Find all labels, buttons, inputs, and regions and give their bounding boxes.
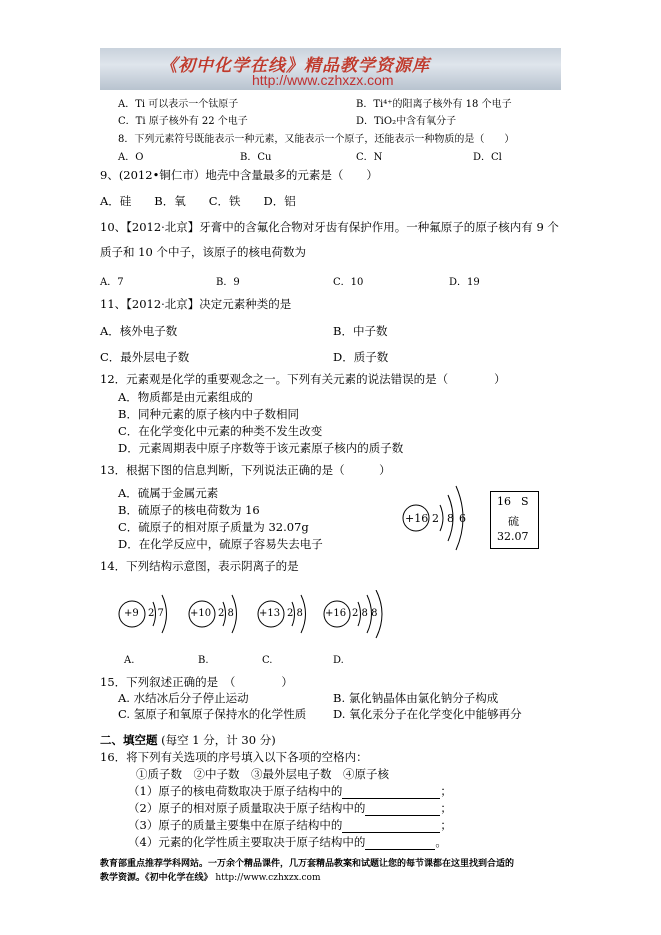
q10-option-d: D．19: [449, 277, 480, 288]
q13-stem: 13．根据下图的信息判断，下列说法正确的是（ ）: [100, 463, 391, 477]
q15-option-b: B. 氯化钠晶体由氯化钠分子构成: [333, 691, 499, 705]
q11-option-b: B．中子数: [333, 324, 388, 338]
element-mass: 32.07: [497, 530, 529, 543]
q16-item-4-end: 。: [435, 835, 447, 849]
banner-title: 《初中化学在线》精品教学资源库: [160, 56, 430, 76]
q12-option-d: D．元素周期表中原子序数等于该元素原子核内的质子数: [118, 441, 404, 455]
q12-option-a: A．物质都是由元素组成的: [118, 390, 253, 404]
q16-blank-3[interactable]: [342, 818, 440, 833]
q8-option-b: B．Cu: [240, 152, 272, 163]
q10-stem-line1: 10、【2012·北京】牙膏中的含氟化合物对牙齿有保护作用。一种氟原子的原子核内有 9 个: [100, 220, 559, 234]
q16-stem: 16．将下列有关选项的序号填入以下各项的空格内：: [100, 750, 368, 764]
q13-element-card: [490, 491, 539, 549]
q16-item-4-text: （4）元素的化学性质主要取决于原子结构中的: [128, 835, 366, 849]
q12-stem: 12．元素观是化学的重要观念之一。下列有关元素的说法错误的是（ ）: [100, 372, 506, 386]
q11-stem: 11、【2012·北京】决定元素种类的是: [100, 297, 292, 311]
q12-option-b: B．同种元素的原子核内中子数相同: [118, 407, 299, 421]
q16-blank-4[interactable]: [365, 835, 435, 850]
q16-item-1-end: ；: [440, 784, 452, 798]
q16-item-3-text: （3）原子的质量主要集中在原子结构中的: [128, 818, 343, 832]
diagram-b-nucleus: +10: [190, 608, 212, 619]
banner-url[interactable]: http://www.czhxzx.com: [252, 72, 394, 88]
element-name: 硫: [508, 515, 519, 528]
q10-option-b: B．9: [216, 277, 240, 288]
q7-option-d: D．TiO₂中含有氧分子: [356, 116, 457, 127]
diagram-a-electrons: 2 7: [148, 608, 164, 619]
footer-line1: 教育部重点推荐学科网站。一万余个精品课件，几万套精品教案和试题让您的每节课都在这里找到合适的: [100, 859, 515, 869]
q8-option-d: D．Cl: [473, 152, 502, 163]
q16-choices: ①质子数 ②中子数 ③最外层电子数 ④原子核: [136, 767, 389, 781]
q16-item-4: [128, 834, 447, 850]
q11-option-c: C．最外层电子数: [100, 350, 190, 364]
q7-option-c: C．Ti 原子核外有 22 个电子: [118, 116, 248, 127]
q16-item-3-end: ；: [440, 818, 452, 832]
element-symbol: S: [521, 495, 529, 508]
diagram-c-nucleus: +13: [259, 608, 281, 619]
q7-option-b: B．Ti⁴⁺的阳离子核外有 18 个电子: [356, 99, 512, 110]
q16-item-1-text: （1）原子的核电荷数取决于原子结构中的: [128, 784, 343, 798]
q8-option-a: A．O: [118, 152, 144, 163]
footer-line2: [100, 870, 321, 883]
q13-option-a: A．硫属于金属元素: [118, 486, 219, 500]
diagram-a-nucleus: +9: [124, 608, 139, 619]
q15-stem: 15．下列叙述正确的是 （ ）: [100, 675, 293, 689]
element-number: 16: [497, 495, 511, 508]
q10-stem-line2: 质子和 10 个中子，该原子的核电荷数为: [100, 245, 306, 259]
q13-shell-1: 2: [432, 512, 439, 525]
footer-text: 教学资源。《初中化学在线》: [100, 873, 213, 883]
q13-option-b: B．硫原子的核电荷数为 16: [118, 503, 260, 517]
q7-option-a: A．Ti 可以表示一个钛原子: [118, 99, 239, 110]
section2-note: (每空 1 分，计 30 分): [161, 733, 276, 747]
diagram-c-electrons: 2 8: [287, 608, 303, 619]
q10-option-c: C．10: [333, 277, 364, 288]
q8-option-c: C．N: [356, 152, 383, 163]
q15-option-a: A. 水结冰后分子停止运动: [118, 691, 249, 705]
q16-blank-1[interactable]: [342, 784, 440, 799]
q11-option-a: A．核外电子数: [100, 324, 178, 338]
section2-heading: 二、填空题: [100, 733, 158, 747]
section2-header: [100, 732, 276, 748]
q9-stem: 9、(2012•铜仁市）地壳中含量最多的元素是（ ）: [100, 168, 378, 182]
q16-blank-2[interactable]: [365, 801, 440, 816]
q15-option-d: D. 氧化汞分子在化学变化中能够再分: [333, 707, 522, 721]
diagram-b-label: B.: [198, 655, 209, 666]
diagram-d-electrons: 2 8 8: [352, 608, 378, 619]
q13-option-d: D．在化学反应中，硫原子容易失去电子: [118, 537, 323, 551]
q9-options: A．硅 B．氧 C．铁 D．铝: [100, 194, 296, 208]
q13-shell-3: 6: [459, 512, 466, 525]
q10-option-a: A．7: [100, 277, 124, 288]
diagram-a-label: A.: [124, 655, 135, 666]
q13-option-c: C．硫原子的相对原子质量为 32.07g: [118, 520, 309, 534]
header-banner: [100, 48, 561, 90]
q13-nucleus-charge: +16: [405, 512, 429, 525]
q14-stem: 14．下列结构示意图，表示阴离子的是: [100, 559, 299, 573]
q13-shell-2: 8: [447, 512, 454, 525]
diagram-b-electrons: 2 8: [218, 608, 234, 619]
q16-item-1: [128, 783, 452, 799]
q8-stem: 8．下列元素符号既能表示一种元素，又能表示一个原子，还能表示一种物质的是（ ）: [118, 134, 515, 145]
q12-option-c: C．在化学变化中元素的种类不发生改变: [118, 424, 323, 438]
q16-item-2: [128, 800, 452, 816]
q16-item-2-text: （2）原子的相对原子质量取决于原子结构中的: [128, 801, 366, 815]
diagram-d-nucleus: +16: [325, 608, 347, 619]
q11-option-d: D．质子数: [333, 350, 389, 364]
q16-item-3: [128, 817, 452, 833]
diagram-c-label: C.: [262, 655, 273, 666]
q16-item-2-end: ；: [440, 801, 452, 815]
footer-url[interactable]: http://www.czhxzx.com: [215, 873, 321, 883]
diagram-d-label: D.: [333, 655, 344, 666]
q15-option-c: C. 氢原子和氧原子保持水的化学性质: [118, 707, 307, 721]
